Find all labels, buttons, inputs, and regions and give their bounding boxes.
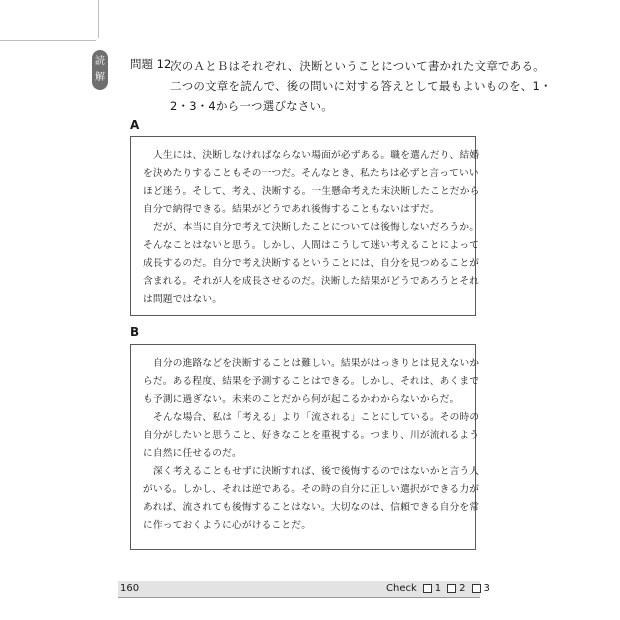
- check-number-1: 1: [434, 583, 442, 594]
- check-box-1[interactable]: [423, 584, 432, 593]
- passage-a-box: [130, 136, 480, 316]
- passage-b-line: らだ。ある程度、結果を予測することはできる。しかし、それは、あくまで: [143, 376, 480, 387]
- question-line: 2・3・4から一つ選びなさい。: [170, 99, 333, 113]
- check-box-3[interactable]: [472, 584, 481, 593]
- passage-a-line: 含まれる。それが人を成長させるのだ。決断した結果がどうであろうとそれ: [143, 276, 480, 287]
- passage-a-line: 人生には、決断しなければならない場面が必ずある。職を選んだり、結婚: [153, 150, 480, 161]
- passage-a-line: は問題ではない。: [143, 294, 223, 305]
- question-number: 問題 12: [130, 57, 172, 71]
- check-box-2[interactable]: [447, 584, 456, 593]
- passage-b-line: に自然に任せるのだ。: [143, 448, 242, 459]
- question-line: 次のＡとＢはそれぞれ、決断ということについて書かれた文章である。: [170, 59, 545, 73]
- passage-a-line: 自分で納得できる。結果がどうであれ後悔することもないはずだ。: [143, 204, 440, 215]
- passage-b-line: そんな場合、私は「考える」より「流される」ことにしている。その時の: [153, 412, 480, 423]
- passage-a-line: 成長するのだ。自分で考え決断するということには、自分を見つめることが: [143, 258, 480, 269]
- passage-b-line: がいる。しかし、それは逆である。その時の自分に正しい選択ができる力が: [143, 484, 480, 495]
- footer-rule: [118, 597, 480, 598]
- passage-b-label: B: [130, 325, 140, 339]
- crop-mark-horizontal: [0, 40, 96, 41]
- passage-a-line: だが、本当に自分で考えて決断したことについては後悔しないだろうか。: [153, 222, 480, 233]
- passage-b-box: [130, 344, 480, 550]
- section-tag-char-1: 読: [95, 56, 105, 67]
- page-number: 160: [120, 583, 140, 594]
- passage-a-label: A: [130, 118, 140, 132]
- check-number-2: 2: [459, 583, 466, 594]
- passage-a-line: そんなことはないと思う。しかし、人間はこうして迷い考えることによって: [143, 240, 480, 251]
- passage-a-line: を決めたりすることもその一つだ。そんなとき、私たちは必ずと言っていい: [143, 168, 479, 179]
- check-area: [386, 583, 490, 594]
- check-number-3: 3: [483, 583, 490, 594]
- section-tag-reading: [92, 50, 108, 90]
- section-tag-char-2: 解: [95, 72, 105, 83]
- crop-mark-vertical: [98, 0, 99, 38]
- question-line: 二つの文章を読んで、後の問いに対する答えとして最もよいものを、1・: [170, 79, 552, 93]
- passage-b-line: も予測に過ぎない。未来のことだから何が起こるかわからないからだ。: [143, 394, 460, 405]
- passage-b-line: に作っておくように心がけることだ。: [143, 520, 312, 531]
- passage-b-line: あれば、流されても後悔することはない。大切なのは、信頼できる自分を常: [143, 502, 480, 513]
- passage-b-line: 深く考えることもせずに決断すれば、後で後悔するのではないかと言う人: [153, 466, 480, 477]
- passage-a-line: ほど迷う。そして、考え、決断する。一生懸命考えた末決断したことだから: [143, 186, 480, 197]
- question-instructions: [170, 56, 552, 116]
- passage-b-line: 自分がしたいと思うこと、好きなことを重視する。つまり、川が流れるよう: [143, 430, 480, 441]
- check-label: Check: [386, 583, 417, 594]
- passage-b-line: 自分の進路などを決断することは難しい。結果がはっきりとは見えないか: [153, 358, 480, 369]
